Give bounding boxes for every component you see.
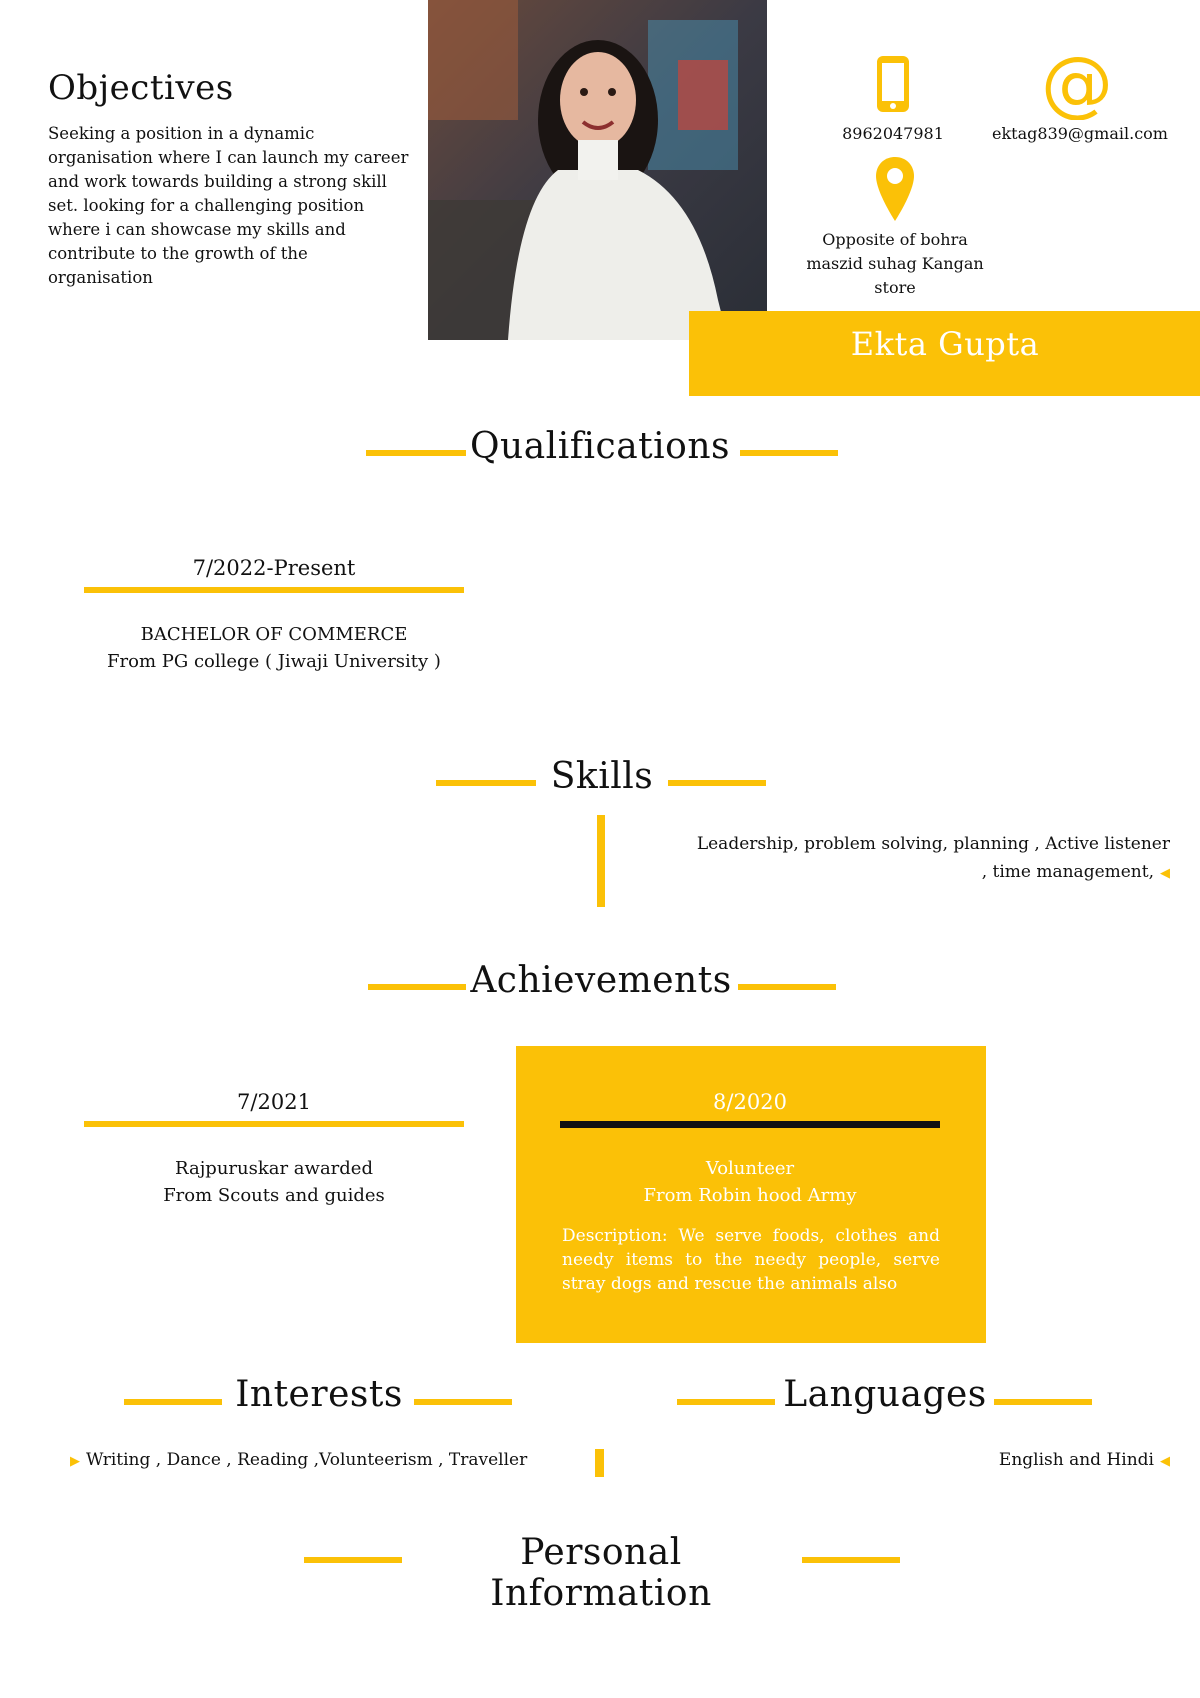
interests-heading: Interests — [235, 1374, 403, 1415]
phone-number[interactable]: 8962047981 — [842, 124, 944, 143]
at-sign-icon — [1040, 46, 1114, 124]
achievement-source: From Scouts and guides — [163, 1185, 385, 1206]
section-divider-left — [677, 1399, 775, 1405]
achievement-name: Rajpuruskar awarded — [175, 1158, 373, 1179]
section-divider-right — [668, 780, 766, 786]
skills-text: Leadership, problem solving, planning , Active listener , time management, ◀ — [696, 834, 1170, 882]
section-divider-right — [414, 1399, 512, 1405]
profile-photo — [428, 0, 767, 340]
section-divider-right — [738, 984, 836, 990]
objectives-text: Seeking a position in a dynamic organisation where I can launch my career and work towards building a strong skill set. looking for a challenging position where i can showcase my skills and contribute to the growth of the organisation — [48, 124, 409, 287]
caret-right-icon: ▶ — [70, 1454, 80, 1469]
center-divider-bar — [595, 1449, 604, 1477]
qualification-date: 7/2022-Present — [192, 556, 356, 580]
languages-heading: Languages — [783, 1374, 987, 1415]
achievement-date-underline — [560, 1121, 940, 1128]
address: Opposite of bohra maszid suhag Kangan store — [806, 230, 984, 297]
achievement-date: 8/2020 — [713, 1090, 787, 1114]
qualification-degree: BACHELOR OF COMMERCE — [140, 624, 408, 645]
section-divider-left — [436, 780, 536, 786]
caret-left-icon: ◀ — [1160, 1454, 1170, 1469]
achievement-name: Volunteer — [705, 1158, 795, 1179]
skills-heading: Skills — [550, 756, 654, 797]
section-divider-left — [124, 1399, 222, 1405]
achievements-heading: Achievements — [470, 960, 732, 1001]
interests-text: ▶ Writing , Dance , Reading ,Volunteerism , Traveller — [70, 1450, 528, 1470]
section-divider-right — [740, 450, 838, 456]
achievement-date: 7/2021 — [237, 1090, 311, 1114]
languages-text: English and Hindi ◀ — [998, 1450, 1170, 1470]
section-divider-right — [802, 1557, 900, 1563]
phone-icon — [875, 54, 911, 118]
svg-text:@: @ — [1041, 46, 1113, 120]
qualifications-heading: Qualifications — [470, 426, 730, 467]
achievement-date-underline — [84, 1121, 464, 1127]
section-divider-left — [304, 1557, 402, 1563]
qualification-institution: From PG college ( Jiwaji University ) — [107, 651, 441, 672]
skills-vertical-bar — [597, 815, 605, 907]
section-divider-left — [368, 984, 466, 990]
section-divider-left — [366, 450, 466, 456]
email-address[interactable]: ektag839@gmail.com — [992, 124, 1168, 143]
caret-left-icon: ◀ — [1160, 866, 1170, 881]
achievement-description: Description: We serve foods, clothes and needy items to the needy people, serve stray dogs and rescue the animals also — [562, 1226, 940, 1294]
section-divider-right — [994, 1399, 1092, 1405]
objectives-heading: Objectives — [48, 68, 234, 108]
achievement-source: From Robin hood Army — [643, 1185, 857, 1206]
qualification-date-underline — [84, 587, 464, 593]
location-pin-icon — [874, 155, 916, 227]
full-name: Ekta Gupta — [850, 325, 1040, 363]
personal-information-heading: Personal Information — [490, 1532, 712, 1614]
